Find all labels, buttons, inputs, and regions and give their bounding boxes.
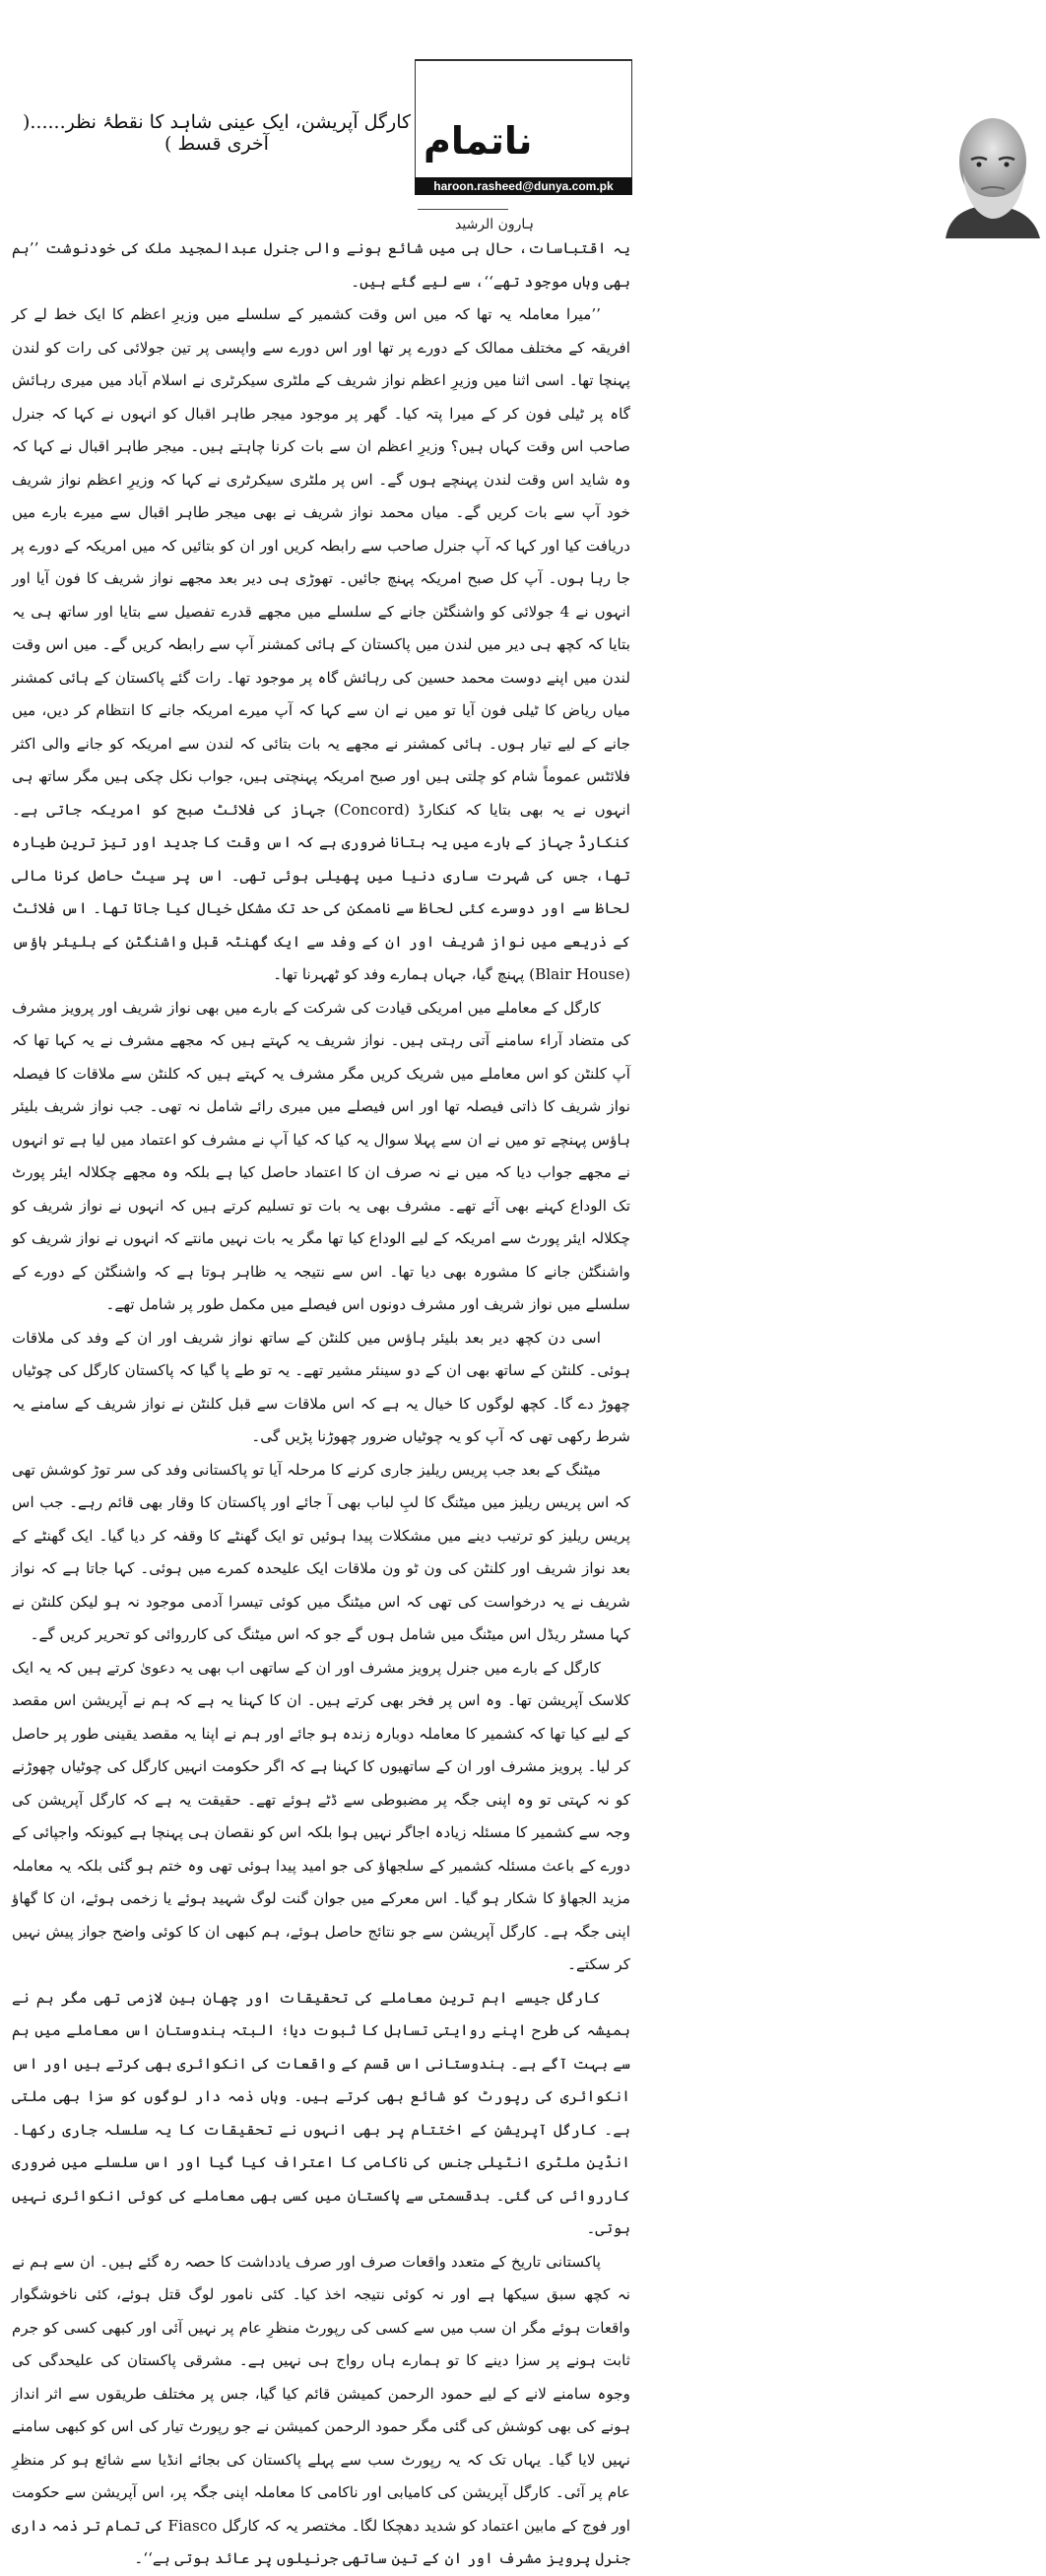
column-header [0, 0, 640, 232]
article-paragraph: پاکستانی تاریخ کے متعدد واقعات صرف اور صرف یادداشت کا حصہ رہ گئے ہیں۔ ان سے ہم نے نہ کچھ سبق سیکھا ہے اور نہ کوئی نتیجہ اخذ کیا۔ کئی نامور لوگ قتل ہوئے، کئی ناخوشگوار واقعات ہوئے مگر ان سب میں سے کسی کی رپورٹ منظرِ عام پر نہیں آئی اور کبھی کسی کو جرم ثابت ہونے پر سزا دینے کا تو ہمارے ہاں رواج ہی نہیں ہے۔ مشرقی پاکستان کی علیحدگی کی وجوہ سامنے لانے کے لیے حمود الرحمن کمیشن قائم کیا گیا، جس پر مختلف طریقوں سے اثر انداز ہونے کی بھی کوشش کی گئی مگر حمود الرحمن کمیشن نے جو رپورٹ تیار کی اس کو کبھی سامنے نہیں لایا گیا۔ یہاں تک کہ یہ رپورٹ سب سے پہلے پاکستان کی بجائے انڈیا سے شائع ہو کر منظرِ عام پر آئی۔ کارگل آپریشن کی کامیابی اور ناکامی کا معاملہ اپنی جگہ پر، اس آپریشن سے حکومت اور فوج کے مابین اعتماد کو شدید دھچکا لگا۔ مختصر یہ کہ کارگل Fiasco کی تمام تر ذمہ داری جنرل پرویز مشرف اور ان کے تین ساتھی جرنیلوں پر عائد ہوتی ہے‘‘۔ [12, 2252, 630, 2567]
divider [418, 209, 508, 210]
article-paragraph: کارگل کے بارے میں جنرل پرویز مشرف اور ان کے ساتھی اب بھی یہ دعویٰ کرتے ہیں کہ یہ ایک کلاسک آپریشن تھا۔ وہ اس پر فخر بھی کرتے ہیں۔ ان کا کہنا یہ ہے کہ ہم نے آپریشن اس مقصد کے لیے کیا تھا کہ کشمیر کا معاملہ دوبارہ زندہ ہو جائے اور ہم نے اپنا یہ مقصد یقینی طور پر حاصل کر لیا۔ پرویز مشرف اور ان کے ساتھیوں کا کہنا ہے کہ اگر حکومت انہیں کارگل کی چوٹیاں چھوڑنے کو نہ کہتی تو وہ اپنی جگہ پر مضبوطی سے ڈٹے ہوئے تھے۔ حقیقت یہ ہے کہ کارگل آپریشن کی وجہ سے کشمیر کا مسئلہ زیادہ اجاگر نہیں ہوا بلکہ اس کو نقصان ہی پہنچا ہے کیونکہ واجپائی کے دورے کے باعث مسئلہ کشمیر کے سلجھاؤ کی جو امید پیدا ہوئی تھی وہ ختم ہو گئی بلکہ یہ معاملہ مزید الجھاؤ کا شکار ہو گیا۔ اس معرکے میں جوان گنت لوگ شہید ہوئے یا زخمی ہوئے، ان کا گھاؤ اپنی جگہ ہے۔ کارگل آپریشن سے جو نتائج حاصل ہوئے، ہم کبھی ان کا کوئی واضح جواز پیش نہیں کر سکتے۔ [12, 1658, 630, 1973]
article-body [12, 232, 630, 2576]
author-name: ہارون الرشید [455, 217, 534, 232]
article-paragraph: ’’میرا معاملہ یہ تھا کہ میں اس وقت کشمیر کے سلسلے میں وزیرِ اعظم کا ایک خط لے کر افریقہ کے مختلف ممالک کے دورے پر تھا اور اس دورے سے واپسی پر تین جولائی کی رات کو لندن پہنچا تھا۔ اسی اثنا میں وزیرِ اعظم نواز شریف کے ملٹری سیکرٹری نے اسلام آباد میں میری رہائش گاہ پر ٹیلی فون کر کے میرا پتہ کیا۔ گھر پر موجود میجر طاہر اقبال کو انہوں نے کہا کہ جنرل صاحب اس وقت کہاں ہیں؟ وزیرِ اعظم ان سے بات کرنا چاہتے ہیں۔ میجر طاہر اقبال نے کہا کہ وہ شاید اس وقت لندن پہنچے ہوں گے۔ اس پر ملٹری سیکرٹری نے کہا کہ وزیرِ اعظم نواز شریف خود آپ سے بات کریں گے۔ میاں محمد نواز شریف نے بھی میجر طاہر اقبال سے میرے بارے میں دریافت کیا اور کہا کہ آپ جنرل صاحب سے رابطہ کریں اور ان کو بتائیں کہ میں امریکہ کے دورے پر جا رہا ہوں۔ آپ کل صبح امریکہ پہنچ جائیں۔ تھوڑی ہی دیر بعد مجھے نواز شریف کا فون آیا اور انہوں نے 4 جولائی کو واشنگٹن جانے کے سلسلے میں مجھے قدرے تفصیل سے بتایا اور ساتھ ہی یہ بتایا کہ کچھ ہی دیر میں لندن میں پاکستان کے ہائی کمشنر آپ سے رابطہ کریں گے۔ میں اس وقت لندن میں اپنے دوست محمد حسین کی رہائش گاہ پر موجود تھا۔ رات گئے پاکستان کے ہائی کمشنر میاں ریاض کا ٹیلی فون آیا تو میں نے ان سے کہا کہ آپ میرے امریکہ جانے کا انتظام کر دیں، میں جانے کے لیے تیار ہوں۔ ہائی کمشنر نے مجھے یہ بات بتائی کہ لندن سے امریکہ کو جانے والی اکثر فلائٹس عموماً شام کو چلتی ہیں اور صبح امریکہ پہنچتی ہیں، جواب نکل چکی ہیں مگر ساتھ ہی انہوں نے یہ بھی بتایا کہ کنکارڈ (Concord) جہاز کی فلائٹ صبح کو امریکہ جاتی ہے۔ کنکارڈ جہاز کے بارے میں یہ بتانا ضروری ہے کہ اس وقت کا جدید اور تیز ترین طیارہ تھا، جس کی شہرت ساری دنیا میں پھیلی ہوئی تھی۔ اس پر سیٹ حاصل کرنا مالی لحاظ سے اور دوسرے کئی لحاظ سے ناممکن کی حد تک مشکل خیال کیا جاتا تھا۔ اس فلائٹ کے ذریعے میں نواز شریف اور ان کے وفد سے ایک گھنٹہ قبل واشنگٹن کے بلیئر ہاؤس (Blair House) پہنچ گیا، جہاں ہمارے وفد کو ٹھہرنا تھا۔ [12, 305, 630, 983]
article-paragraph: اسی دن کچھ دیر بعد بلیئر ہاؤس میں کلنٹن کے ساتھ نواز شریف اور ان کے وفد کی ملاقات ہوئی۔ کلنٹن کے ساتھ بھی ان کے دو سینئر مشیر تھے۔ یہ تو طے پا گیا کہ پاکستان کارگل کی چوٹیاں چھوڑ دے گا۔ کچھ لوگوں کا خیال یہ ہے کہ اس ملاقات سے قبل کلنٹن نے نواز شریف کے سامنے یہ شرط رکھی تھی کہ آپ کو یہ چوٹیاں ضرور چھوڑنا پڑیں گی۔ [12, 1328, 630, 1445]
article-headline: کارگل آپریشن، ایک عینی شاہد کا نقطۂ نظر......( آخری قسط ) [22, 111, 412, 155]
article-paragraph: کارگل جیسے اہم ترین معاملے کی تحقیقات اور چھان بین لازمی تھی مگر ہم نے ہمیشہ کی طرح اپنے روایتی تساہل کا ثبوت دیا؛ البتہ ہندوستان اس معاملے میں ہم سے بہت آگے ہے۔ ہندوستانی اس قسم کے واقعات کی انکوائری بھی کرتے ہیں اور اس انکوائری کی رپورٹ کو شائع بھی کرتے ہیں۔ وہاں ذمہ دار لوگوں کو سزا بھی ملتی ہے۔ کارگل آپریشن کے اختتام پر بھی انہوں نے تحقیقات کا یہ سلسلہ جاری رکھا۔ انڈین ملٹری انٹیلی جنس کی ناکامی کا اعتراف کیا گیا اور اس سلسلے میں ضروری کارروائی کی گئی۔ بدقسمتی سے پاکستان میں کسی بھی معاملے کی کوئی انکوائری نہیں ہوتی۔ [12, 1988, 630, 2237]
author-email: haroon.rasheed@dunya.com.pk [415, 177, 632, 195]
column-name: ناتمام [424, 119, 533, 163]
article-paragraph: کارگل کے معاملے میں امریکی قیادت کی شرکت کے بارے میں بھی نواز شریف اور پرویز مشرف کی متضاد آراء سامنے آتی رہتی ہیں۔ نواز شریف یہ کہتے ہیں کہ مجھے مشرف نے یہ کہا تھا کہ آپ کلنٹن کو اس معاملے میں شریک کریں مگر مشرف یہ کہتے ہیں کہ کلنٹن سے ملاقات کا فیصلہ نواز شریف کا ذاتی فیصلہ تھا اور اس فیصلے میں میری رائے شامل نہ تھی۔ جب نواز شریف بلیئر ہاؤس پہنچے تو میں نے ان سے پہلا سوال یہ کیا کہ کیا آپ نے مشرف کو اعتماد میں لیا ہے تو انہوں نے مجھے جواب دیا کہ میں نے نہ صرف ان کا اعتماد حاصل کیا ہے بلکہ وہ مجھے چکلالہ ایئر پورٹ تک الوداع کہنے بھی آئے تھے۔ مشرف بھی یہ بات تو تسلیم کرتے ہیں کہ انہوں نے نواز شریف کو چکلالہ ایئر پورٹ سے امریکہ کے لیے الوداع کیا تھا مگر یہ بات نہیں مانتے کہ انہوں نے نواز شریف کو واشنگٹن جانے کا مشورہ بھی دیا تھا۔ اس سے نتیجہ یہ ظاہر ہوتا ہے کہ واشنگٹن کے دورے کے سلسلے میں نواز شریف اور مشرف دونوں اس فیصلے میں مکمل طور پر شامل تھے۔ [12, 998, 630, 1313]
article-paragraph: میٹنگ کے بعد جب پریس ریلیز جاری کرنے کا مرحلہ آیا تو پاکستانی وفد کی سر توڑ کوشش تھی کہ اس پریس ریلیز میں میٹنگ کا لبِ لباب بھی آ جائے اور پاکستان کا وقار بھی قائم رہے۔ جب اس پریس ریلیز کو ترتیب دینے میں مشکلات پیدا ہوئیں تو ایک گھنٹے کا وقفہ کر دیا گیا۔ ایک گھنٹے کے بعد نواز شریف اور کلنٹن کی ون ٹو ون ملاقات ایک علیحدہ کمرے میں ہوئی۔ کہا جاتا ہے کہ نواز شریف نے یہ درخواست کی تھی کہ اس میٹنگ میں کوئی تیسرا آدمی موجود نہ ہو لیکن کلنٹن نے کہا مسٹر ریڈل اس میٹنگ میں شامل ہوں گے جو کہ اس میٹنگ کی کارروائی کو تحریر کریں گے۔ [12, 1460, 630, 1643]
article-intro: یہ اقتباسات، حال ہی میں شائع ہونے والی جنرل عبدالمجید ملک کی خودنوشت ’’ہم بھی وہاں موجود تھے‘‘، سے لیے گئے ہیں۔ [12, 239, 630, 291]
author-portrait-icon [936, 112, 1046, 238]
